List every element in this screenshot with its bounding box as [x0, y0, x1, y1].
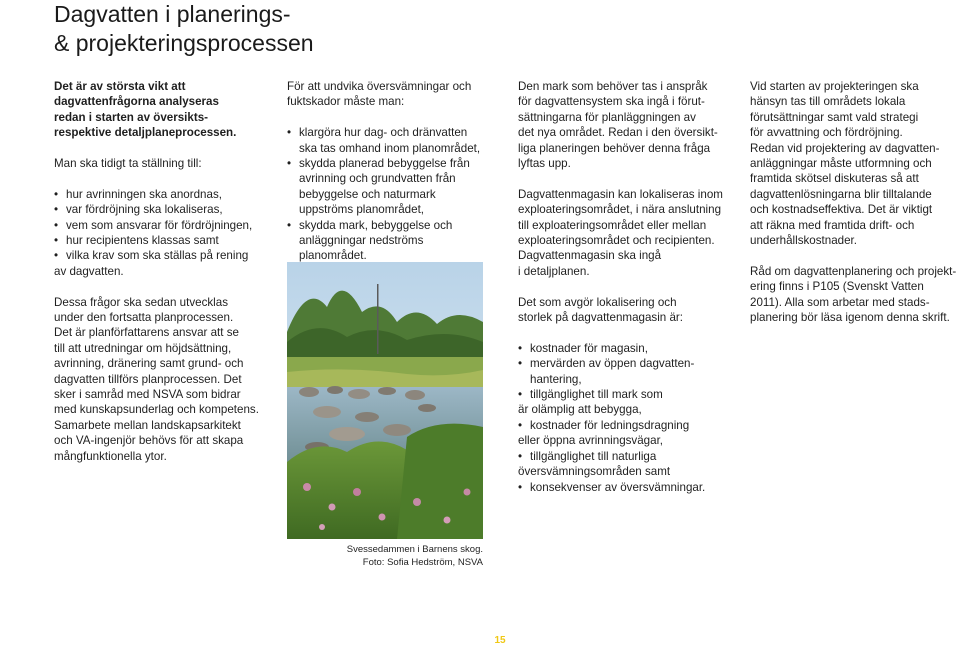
paragraph: [287, 79, 492, 110]
paragraph: [518, 79, 728, 171]
text-line: i detaljplanen.: [518, 264, 590, 278]
text-line: underhållskostnader.: [750, 234, 857, 248]
column-4: [750, 79, 960, 325]
text-line: ering finns i P105 (Svenskt Vatten: [750, 280, 924, 294]
list-item: [287, 218, 492, 264]
text-line: hänsyn tas till områdets lokala: [750, 95, 906, 109]
text-line: Samarbete mellan landskapsarkitekt: [54, 418, 241, 432]
text-line: Det är av största vikt att: [54, 80, 186, 93]
text-line: dagvattenfrågorna analyseras: [54, 95, 219, 109]
text-line: liga planeringen behöver denna fråga: [518, 141, 711, 155]
text-line: Råd om dagvattenplanering och projekt-: [750, 264, 957, 278]
text-line: Dessa frågor ska sedan utvecklas: [54, 295, 228, 309]
text-line: avrinning, dränering samt grund- och: [54, 357, 244, 371]
text-line: sker i samråd med NSVA som bidrar: [54, 388, 241, 402]
list-item: • konsekvenser av översvämningar.: [518, 480, 728, 495]
bullet-list: [518, 418, 728, 433]
page-number: 15: [494, 635, 506, 646]
text-line: För att undvika översvämningar och: [287, 80, 472, 93]
text-line: Redan vid projektering av dagvatten-: [750, 141, 940, 155]
list-item: • vem som ansvarar för fördröjningen,: [54, 218, 259, 233]
list-item: [518, 356, 728, 387]
photo-caption: [287, 544, 483, 569]
caption-credit: Foto: Sofia Hedström, NSVA: [362, 556, 483, 568]
text-line: Vid starten av projekteringen ska: [750, 80, 919, 93]
text-line: anläggningar nedströms planområdet.: [299, 234, 424, 263]
text-line: fuktskador måste man:: [287, 95, 405, 109]
text-line: anläggningar måste utformning och: [750, 157, 932, 171]
text-line: för dagvattensystem ska ingå i förut-: [518, 95, 705, 109]
text-line: med kunskapsunderlag och kompetens.: [54, 403, 259, 417]
text-line: Dagvattenmagasin ska ingå: [518, 249, 662, 263]
pond-photo: [287, 262, 483, 539]
text-line: under den fortsatta planprocessen.: [54, 311, 234, 325]
bullet-list: [287, 125, 492, 264]
bullet-list: [518, 449, 728, 464]
text-line: Det som avgör lokalisering och: [518, 295, 677, 309]
bullet-list: [54, 187, 259, 264]
caption-line: Svessedammen i Barnens skog.: [346, 544, 483, 555]
bullet-list: [518, 480, 728, 495]
text-line: exploateringsområdet och recipienten.: [518, 234, 715, 248]
text-line: hantering,: [530, 372, 582, 386]
text-line: planering bör läsa igenom denna skrift.: [750, 311, 950, 325]
text-line: dagvattenlösningarna blir tilltalande: [750, 187, 932, 201]
list-item: • var fördröjning ska lokaliseras,: [54, 202, 259, 217]
text-line: redan i starten av översikts-: [54, 110, 209, 124]
text-line: respektive detaljplaneprocessen.: [54, 126, 237, 140]
text-line: ska tas omhand inom planområdet,: [299, 141, 481, 155]
paragraph: Man ska tidigt ta ställning till:: [54, 157, 202, 171]
list-item: • kostnader för ledningsdragning: [518, 418, 728, 433]
column-1: [54, 79, 259, 464]
list-item: • kostnader för magasin,: [518, 341, 728, 356]
text-line: är olämplig att bebygga,: [518, 403, 642, 417]
text-line: översvämningsområden samt: [518, 465, 671, 479]
paragraph: [518, 187, 728, 279]
text-line: framtida skötsel diskuteras så att: [750, 172, 919, 186]
paragraph: [750, 264, 960, 326]
text-line: eller öppna avrinningsvägar,: [518, 434, 664, 448]
page-title-line: Dagvatten i planerings-: [54, 1, 291, 27]
list-item: • hur avrinningen ska anordnas,: [54, 187, 259, 202]
text-line: att räkna med framtida drift- och: [750, 218, 915, 232]
text-line: exploateringsområdet, i nära anslutning: [518, 203, 722, 217]
list-item: [287, 125, 492, 156]
pond-photo-image: [287, 262, 483, 539]
text-line: lyftas upp.: [518, 157, 571, 171]
text-line: storlek på dagvattenmagasin är:: [518, 311, 683, 325]
text-line: till exploateringsområdet eller mellan: [518, 218, 707, 232]
text-line: uppströms planområdet,: [299, 203, 425, 217]
text-line: • mervärden av öppen dagvatten-: [530, 357, 695, 371]
intro-paragraph: [54, 79, 259, 141]
list-item: • tillgänglighet till naturliga: [518, 449, 728, 464]
text-line: avrinning och grundvatten från: [299, 172, 456, 186]
text-line: till att utredningar om höjdsättning,: [54, 341, 232, 355]
text-line: Det är planförfattarens ansvar att se: [54, 326, 239, 340]
list-item: • vilka krav som ska ställas på rening: [54, 248, 259, 263]
column-3: [518, 79, 728, 495]
text-line: Dagvattenmagasin kan lokaliseras inom: [518, 187, 723, 201]
text-line: det nya området. Redan i den översikt-: [518, 126, 718, 140]
list-item: • hur recipientens klassas samt: [54, 233, 259, 248]
text-line: och VA-ingenjör behövs för att skapa: [54, 434, 244, 448]
text-line: 2011). Alla som arbetar med stads-: [750, 295, 930, 309]
column-2: [287, 79, 492, 264]
paragraph: [750, 79, 960, 248]
page-title-line: & projekteringsprocessen: [54, 30, 314, 56]
text-line: sättningarna för planläggningen av: [518, 110, 696, 124]
bullet-list: [518, 341, 728, 403]
text-line: • klargöra hur dag- och dränvatten: [299, 126, 468, 140]
text-line: mångfunktionella ytor.: [54, 449, 167, 463]
page-title: [54, 0, 314, 58]
text-line: Den mark som behöver tas i anspråk: [518, 80, 708, 93]
paragraph: [54, 325, 259, 464]
text-line: förutsättningar samt vald strategi: [750, 110, 919, 124]
text-line: dagvatten tillförs planprocessen. Det: [54, 372, 242, 386]
text-line: och kostnadseffektiva. Det är viktigt: [750, 203, 933, 217]
paragraph: [518, 295, 728, 326]
text-line: • skydda planerad bebyggelse från: [299, 157, 470, 171]
list-item: [287, 156, 492, 218]
text-line: för avvattning och fördröjning.: [750, 126, 903, 140]
text-line: av dagvatten.: [54, 264, 124, 278]
list-item: • tillgänglighet till mark som: [518, 387, 728, 402]
paragraph: [54, 295, 259, 326]
text-line: bebyggelse och naturmark: [299, 187, 436, 201]
text-line: • skydda mark, bebyggelse och: [299, 218, 453, 232]
